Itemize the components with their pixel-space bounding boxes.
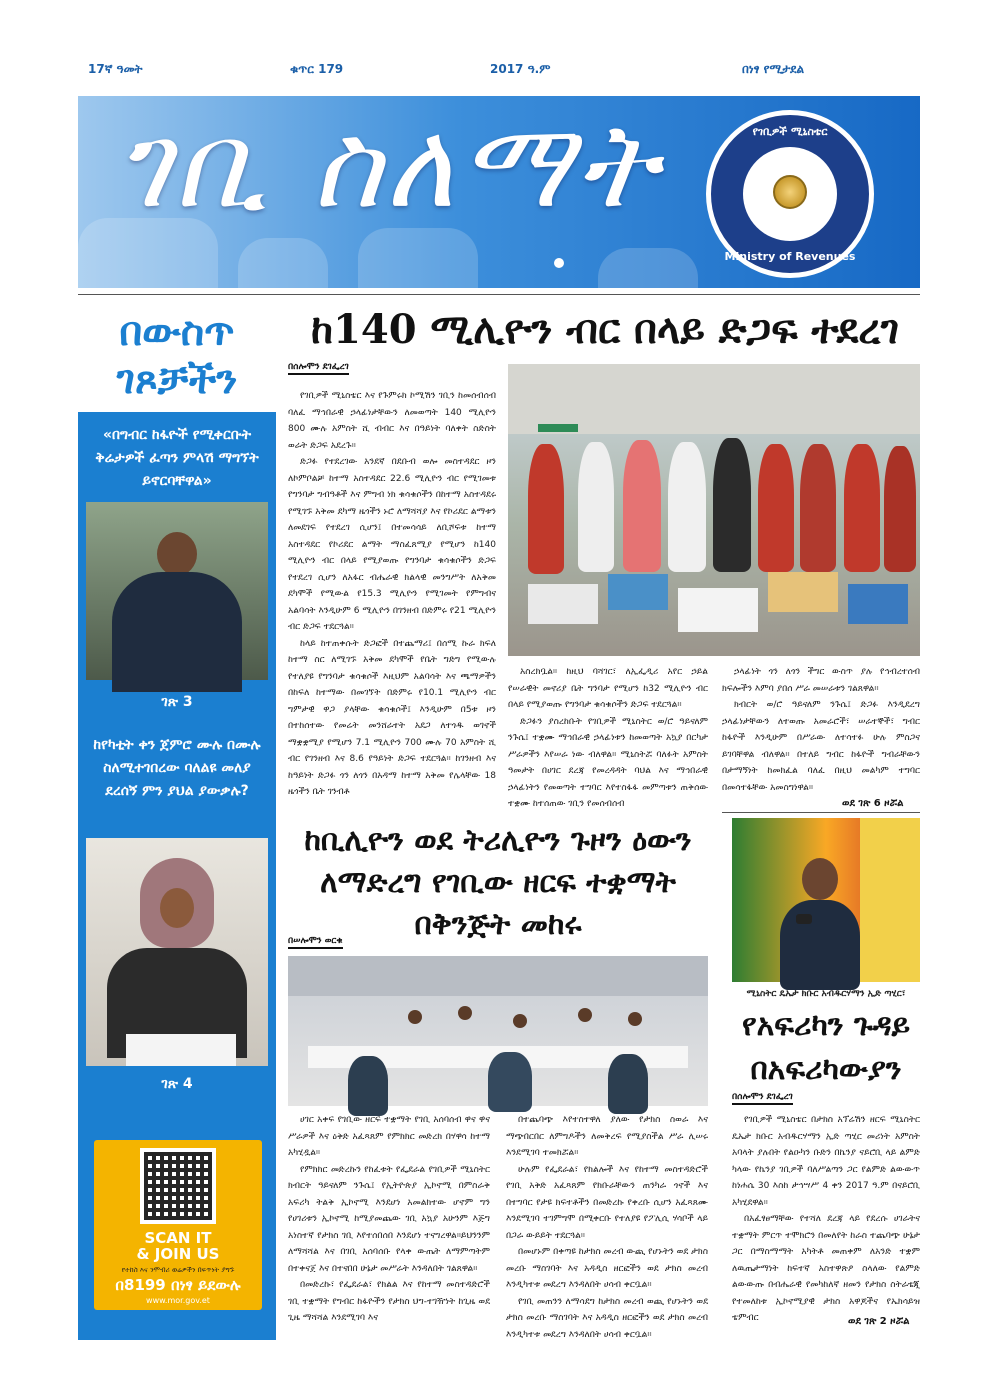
person bbox=[623, 440, 661, 572]
photo-caption: ሚኒስትር ዴኤታ ክቡር አብዱርሃማን ኢድ ጣሂር፣ bbox=[746, 989, 906, 999]
speaker-suit bbox=[780, 900, 860, 990]
microphone-icon bbox=[796, 914, 812, 924]
paragraph: የገቢ መጠንን ለማሳደግ ከታክስ መረብ ወጪ የሆኑትን ወደ ታክስ መረቡ ማስገባት እና አዳዲስ ዘርፎችን ወደ ታክስ መረብ እንዲካተቱ መደረግ እንዳለበት ሀሳብ ቀርቧል። bbox=[506, 1296, 708, 1340]
seal-bottom-text: Ministry of Revenues bbox=[724, 250, 856, 263]
top-info-bar bbox=[78, 62, 918, 86]
background-figure bbox=[598, 248, 698, 288]
second-headline: ከቢሊዮን ወደ ትሪሊዮን ጉዞን ዕውን ለማድረግ የገቢው ዘርፍ ተቋማት በቅንጅት መከሩ bbox=[304, 823, 692, 942]
person bbox=[578, 442, 614, 572]
continued-page-2[interactable]: ወደ ገጽ 2 ዞሯል bbox=[848, 1316, 910, 1327]
background-figure bbox=[358, 228, 478, 288]
hall-ceiling bbox=[288, 956, 708, 996]
divider bbox=[78, 294, 920, 295]
yellow-backdrop bbox=[860, 818, 920, 982]
newspaper-title: ገቢ ስለማት bbox=[116, 96, 660, 234]
third-byline: በሰሎሞን ደገፌረገ bbox=[732, 1092, 793, 1105]
person-head bbox=[157, 532, 197, 576]
donated-goods bbox=[528, 564, 908, 644]
page-ref-1[interactable]: ገጽ 3 bbox=[161, 694, 193, 710]
minister-photo bbox=[732, 818, 920, 982]
paragraph: ሁሉም የፌደራል፣ የክልሎች እና የከተማ መስተዳድሮች የገቢ አቅድ አፈጻጸም የክቡራቸውን ጠንካራ ጎኖች እና በተግባር የታዩ ክፍተቶችን በመድረኩ የቀረቡ ሲሆን አፈጻጸሙ እንደሚገባ ተገምግሞ በሚቀርቡ የተለያዩ የፖሊሲ ሃሳቦች ላይ በጋራ ውይይት ተደርጓል። bbox=[506, 1164, 708, 1241]
background-figure bbox=[238, 238, 328, 288]
website-link[interactable]: www.mor.gov.et bbox=[146, 1296, 210, 1305]
person bbox=[758, 444, 794, 572]
person bbox=[800, 444, 836, 572]
issue-label: ቁጥር 179 bbox=[290, 62, 344, 76]
sack bbox=[528, 584, 598, 624]
paragraph: የገቢዎች ሚኒስቴር እና የጉምሩክ ኮሚሽን ገቢን ከመሰብሰብ ባለፈ ማኅበራዊ ኃላፊነታቸውን ለመወጣት 140 ሚሊዮን 800 ሙሉ አምስት ሺ ብብር እና በዓይነት ባለቀት ስድስት ወራት ድጋፍ አደረጉ። bbox=[288, 391, 496, 451]
masthead-banner bbox=[78, 96, 920, 288]
person bbox=[884, 446, 916, 572]
paragraph: ኃላፊነት ጎን ለጎን ችግር ውስጥ ያሉ የኅብረተሰብ ክፍሎችን እምባ ያበሰ ሥራ መሠራቱን ገልጸዋል። bbox=[722, 667, 920, 694]
sack bbox=[678, 588, 758, 632]
qr-code[interactable] bbox=[140, 1148, 216, 1224]
lead-column-2 bbox=[508, 664, 708, 810]
third-headline: የአፍሪካን ጉዳይ በአፍሪካውያን bbox=[741, 1008, 911, 1087]
person-face bbox=[160, 888, 194, 928]
coin-icon bbox=[773, 175, 807, 209]
desk-paper bbox=[126, 1034, 236, 1066]
person-suit bbox=[112, 572, 242, 692]
box bbox=[608, 574, 668, 610]
box bbox=[768, 572, 838, 612]
official-photo-2 bbox=[86, 838, 268, 1066]
paragraph: የገቢዎች ሚኒስቴር በታክስ አፕሬሽን ዘርፍ ሚኒስትር ዴኤታ ክቡር አብዱርሃማን ኢድ ጣሂር መሪነት አምስት አባላት ያሉበት የልዑካን ቡድን በኬንያ ናይሮቢ ላይ ልምድ ካላው የኬንያ ገቢዎች ባለሥልጣን ጋር የልምድ ልውውጥ ከነሐሴ 30 እስከ ታኅሣሥ 4 ቀን 2017 ዓ.ም በናይሮቢ አካሂደዋል። bbox=[732, 1115, 920, 1208]
paragraph: የምክክር መድረኩን የከፈቱት የፌደራል የገቢዎች ሚኒስትር ክብርት ዓይናለም ንጉሴ፤ የኢትዮጵያ ኢኮኖሚ በምስራቅ አፍሪካ ትልቅ ኢኮኖሚ እንደሆነ አመልክተው ሆኖም ግን የሀገሪቱን ኢኮኖሚ ከሚያመጨው ገቢ አኳያ አሁንም እጅግ አነስተኛ የታክስ ገቢ እየተሰበሰበ እንደሆነ ተናግረዋል።ይህንንም ለማሻሻል እና በገቢ አሰባሰቡ የላቀ ውጤት ለማምጣትም በተቀናጀ እና በተናበበ ሁኔታ መሥራት እንዳለበት ገልጸዋል። bbox=[288, 1164, 490, 1274]
lead-photo-donation bbox=[508, 364, 920, 656]
hotline-text: በ8199 በነፃ ይደውሉ bbox=[115, 1276, 241, 1294]
divider bbox=[722, 812, 920, 813]
lead-headline: ከ140 ሚሊዮን ብር በላይ ድጋፍ ተደረገ bbox=[311, 306, 899, 353]
person bbox=[528, 444, 564, 574]
second-byline: በሠሎሞን ወርቁ bbox=[288, 936, 343, 949]
second-column-1 bbox=[288, 1112, 490, 1338]
sidebar-heading: በውስጥ ገጾቻችን bbox=[78, 300, 276, 412]
flag bbox=[538, 424, 578, 432]
ministry-seal-logo bbox=[706, 110, 874, 278]
box bbox=[848, 584, 908, 624]
seal-inner bbox=[743, 147, 837, 241]
sidebar bbox=[78, 300, 276, 1340]
attendee-head bbox=[408, 1010, 422, 1024]
person bbox=[844, 444, 880, 572]
qr-promo-box[interactable] bbox=[94, 1140, 262, 1310]
sidebar-quote-2[interactable]: ከየካቲት ቀን ጀምሮ ሙሉ በሙሉ ስለሚተገበረው ባለልዩ መለያ ደረሰኝ ምን ያህል ያውቃሉ? bbox=[93, 737, 261, 799]
continued-page-6[interactable]: ወደ ገጽ 6 ዞሯል bbox=[842, 798, 904, 809]
paragraph: አስረክቧል። ከዚህ ባሻገር፣ ለኢፌዲሪ አየር ኃይል የሠራዊት መኖሪያ ቤት ግንባታ የሚሆን ከ32 ሚሊዮን ብር በላይ የሚያወጡ የግንባታ ቁሳቁሶችን ድጋፍ ተደርጓል። bbox=[508, 667, 708, 710]
sidebar-quote-1[interactable]: «በግብር ከፋዮች የሚቀርቡት ቅሬታዎች ፈጣን ምላሽ ማግኘት ይኖርባቸዋል» bbox=[95, 427, 259, 489]
paragraph: ድጋፉ የተደረገው አንደኛ በደቡብ ወሎ መስተዳደር ዞን ለኮምቦልቻ ከተማ አስተዳደር 22.6 ሚሊዮን ብር የሚገመቱ የግንባታ ግብዓቶች እና ምግብ ነክ ቁሳቁሶችን በከተማ አስተዳደሩ የሚገኙ አቅመ ደካማ ዜጎችን ኑሮ ለማሻሻያ እና የኮሪደር ልማቱን ለመደገፍ የተደረገ ሲሆን፤ በተመሳሳይ ለቢሾፍቱ ከተማ አስተዳደር የኮሪደር ልማት ማስፈጸሚያ የሚሆን ከ140 ሚሊዮን ብር በላይ የሚያወጡ የግንባታ ቁሳቁሶችን ድጋፍ የተደረገ ሲሆን ለአፋር ብሔራዊ ክልላዊ መንግሥት ለአቅመ ደካሞች የሚውል የ15.3 ሚሊዮን የሚገመት የምግብና አልባሳት እንዲሁም 6 ሚሊዮን በገንዘብ በድምሩ የ21 ሚሊዮን ብር ድጋፍ ተደርጓል። bbox=[288, 457, 496, 632]
lead-byline: በሰሎሞን ደገፌረገ bbox=[288, 362, 349, 375]
paragraph: በመድረኩ፣ የፌደራል፣ የክልል እና የከተማ መስተዳድሮች ገቢ ተቋማት የግብር ከፋዮችን የታክስ ህግ-ተገዥነት ከጊዜ ወደ ጊዜ ማሻሻል እንደሚገባ እና bbox=[288, 1280, 490, 1323]
title-dot bbox=[554, 258, 564, 268]
paragraph: ከላይ ከተጠቀሱት ድጋፎች በተጨማሪ፤ በሰሚ ኩራ ክፍለ ከተማ ስር ለሚገኙ አቅመ ደካሞች የቤት ግድግ የሚውሉ የተለያዩ የግንባታ ቁሳቁሶች እዚህም አልባሳት እና ጫማዎችን በከፍለ ከተማው በመገኘት በድምሩ የ10.1 ሚሊዮን ብር ግምታዊ ዋጋ ያላቸው ቁሳቁሶች፤ እንዲሁም በ5ቱ ዞን በተከሰተው የመሬት መንሸራተት አደጋ ለተጎዱ ወገኖች ማቋቋሚያ የሚሆን 7.1 ሚሊዮን 700 ሙሉ 70 አምስት ሺ ብር የገንዘብ እና 8.6 የዓይነት ድጋፍ ተደርጓል። ከገንዘብ እና ከዓይነት ድጋፉ ጎን ለጎን በአዳማ ከተማ አቅመ የሌላቸው 18 ዜጎችን ቤት ገንብቶ bbox=[288, 638, 496, 797]
qr-subtext: የተከስ እና ንሞብሪ ወሬዎችን በፍጥነት ያግኙ bbox=[121, 1266, 235, 1274]
seal-top-text: የገቢዎች ሚኒስቴር bbox=[752, 125, 828, 138]
join-label: & JOIN US bbox=[136, 1245, 220, 1263]
official-photo-1 bbox=[86, 502, 268, 680]
person bbox=[713, 438, 751, 572]
year-label: 17ኛ ዓመት bbox=[88, 62, 143, 76]
attendee-head bbox=[513, 1014, 527, 1028]
second-column-2 bbox=[506, 1112, 708, 1338]
attendee-head bbox=[628, 1012, 642, 1026]
attendee bbox=[608, 1054, 648, 1114]
paragraph: በተጨባጭ እየተስተዋለ ያለው የታክስ ስወራ እና ማጭበርበር ለምግዶችን ለመቅረፍ የሚያስችል ሥራ ሊሠሩ እንደሚገባ ተመክሯል። bbox=[506, 1115, 708, 1158]
paragraph: ክብርት ወ/ሮ ዓይናለም ንጉሴ፤ ድጋፉ እንዲደረግ ኃላፊነታቸውን ለተወጡ አመራሮች፣ ሠራተኞች፣ ግብር ከፋዮች እንዲሁም በሥራው ለተሳተፉ ሁሉ ምስጋና ይገባቸዋል ብለዋል። በተለይ ግብር ከፋዮች ግብራቸውን በታማኝነት ከመክፈል ባለፈ በዚህ መልካም ተግባር በመሳተፋቸው አመስግነዋል። bbox=[722, 700, 920, 793]
paragraph: በአፈፃፀማቸው የተሻለ ደረጃ ላይ የደረሱ ሀገራትና ተቋማት ምርጥ ተሞክሮን በመለየት ከራስ ተጨባጭ ሁኔታ ጋር በማስማማት አካትቶ መጠቀም ለአንድ ተቋም ለዉጤታማነት ከፍተኛ አስተዋጽዖ ስላለው የልምድ ልውውጡ በብሔራዊ የመካከለኛ ዘመን የታክስ ስትራቴጂ የተመለከቱ ኢኮኖሚያዊ ታክስ አዋጆችና የኤክሳይዝ ቴምብር bbox=[732, 1214, 920, 1323]
person bbox=[668, 442, 706, 572]
attendee bbox=[488, 1052, 532, 1112]
attendee-head bbox=[458, 1006, 472, 1020]
speaker-head bbox=[802, 858, 838, 900]
scan-join-text bbox=[94, 1230, 262, 1262]
date-label: 2017 ዓ.ም bbox=[490, 62, 551, 76]
paragraph: ድጋፉን ያስረከቡት የገቢዎች ሚኒስትር ወ/ሮ ዓይናለም ንጉሴ፤ ተቋሙ ማኅበራዊ ኃላፊነቱን ከመወጣት አኳያ በርካታ ሥራዎችን እየሠራ ነው ብለዋል። ሚኒስትሯ ባለፉት አምስት ዓመታት በሀገር ደረጃ የመረዳዳት ባህል እና ማኅበራዊ ኃላፊነትን የመወጣት ተግባር እየተስፋፋ መምጣቱን ጠቅሰው ተቋሙ ከተሰጠው ገቢን የመሰብሰብ bbox=[508, 716, 708, 809]
price-label: በነፃ የሚታደል bbox=[742, 62, 805, 76]
attendee bbox=[348, 1056, 388, 1116]
paragraph: ሀገር አቀፍ የገቢው ዘርፍ ተቋማት የገቢ አሰባሰብ ዋና ዋና ሥራዎች እና ዕቅድ አፈጻጸም የምክክር መድረክ በሃዋሳ ከተማ አካሂዷል። bbox=[288, 1115, 490, 1158]
scan-label: SCAN IT bbox=[144, 1229, 212, 1247]
conference-photo bbox=[288, 956, 708, 1106]
paragraph: በመሆኑም በቀጣዩ ከታክስ መረብ ውጪ የሆኑትን ወደ ታክስ መረቡ ማስገባት እና አዳዲስ ዘርፎችን ወደ ታክስ መረብ እንዲካተቱ መደረግ እንዳለበት ሀሳብ ቀርቧል። bbox=[506, 1247, 708, 1290]
lead-column-3 bbox=[722, 664, 920, 793]
attendee-head bbox=[578, 1008, 592, 1022]
page-ref-2[interactable]: ገጽ 4 bbox=[161, 1076, 193, 1092]
